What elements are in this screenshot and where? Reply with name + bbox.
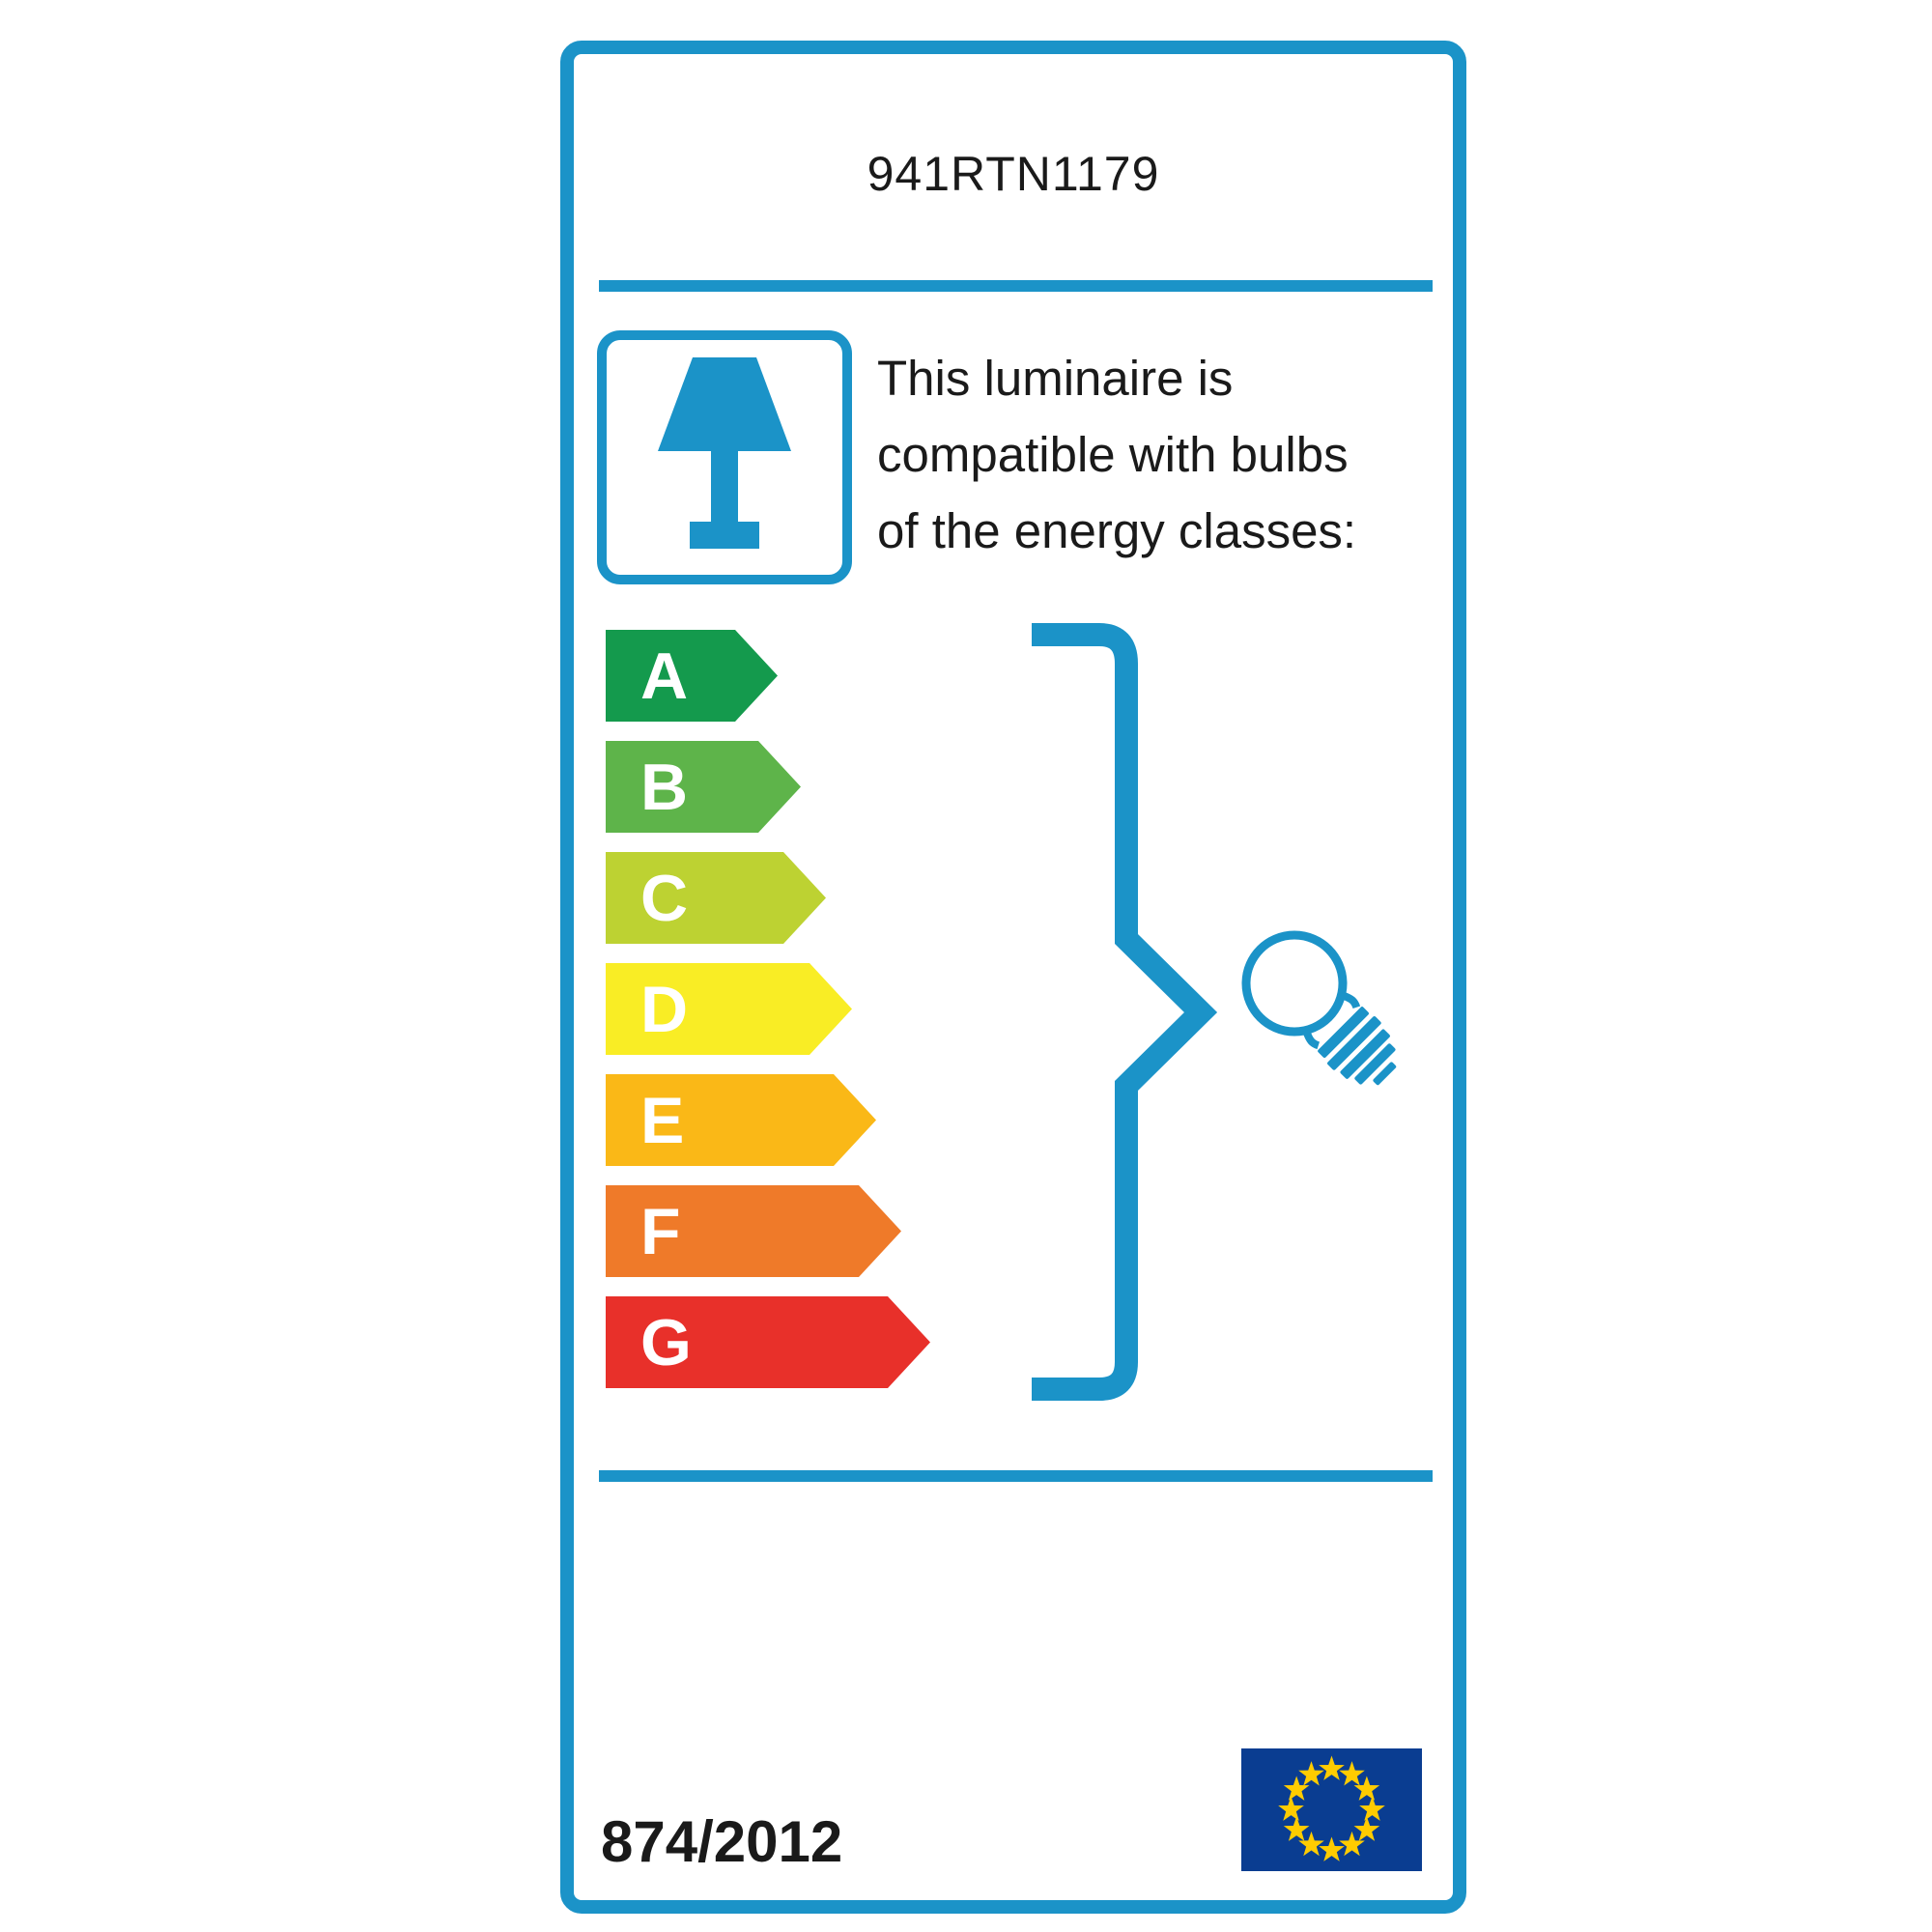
description-line-1: This luminaire is bbox=[877, 351, 1234, 406]
energy-arrow-shape bbox=[606, 852, 826, 944]
description-line-3: of the energy classes: bbox=[877, 503, 1357, 558]
energy-label-frame bbox=[560, 41, 1466, 1914]
energy-arrow-shape bbox=[606, 630, 778, 722]
luminaire-pictogram-box bbox=[597, 330, 852, 584]
energy-class-row-g bbox=[606, 1296, 934, 1388]
eu-flag-graphic bbox=[1241, 1748, 1422, 1871]
product-code: 941RTN1179 bbox=[867, 147, 1160, 201]
energy-class-row-e bbox=[606, 1074, 934, 1166]
top-divider bbox=[599, 280, 1433, 292]
energy-class-letter: E bbox=[640, 1084, 685, 1157]
energy-class-row-d bbox=[606, 963, 934, 1055]
energy-class-row-b bbox=[606, 741, 934, 833]
eu-flag bbox=[1241, 1748, 1422, 1871]
energy-class-letter: B bbox=[640, 751, 689, 824]
energy-class-row-a bbox=[606, 630, 934, 722]
description-text bbox=[877, 340, 1457, 569]
bottom-divider bbox=[599, 1470, 1433, 1482]
regulation-number: 874/2012 bbox=[601, 1809, 843, 1874]
energy-class-letter: D bbox=[640, 973, 689, 1046]
energy-class-scale bbox=[606, 630, 934, 1388]
light-bulb-icon bbox=[1169, 858, 1420, 1109]
energy-class-row-f bbox=[606, 1185, 934, 1277]
energy-arrow-shape bbox=[606, 741, 801, 833]
energy-class-letter: F bbox=[640, 1195, 681, 1268]
energy-class-letter: C bbox=[640, 862, 689, 935]
table-lamp-icon bbox=[607, 340, 842, 575]
energy-class-letter: A bbox=[640, 639, 689, 713]
energy-class-row-c bbox=[606, 852, 934, 944]
energy-class-letter: G bbox=[640, 1306, 692, 1379]
description-line-2: compatible with bulbs bbox=[877, 427, 1349, 482]
